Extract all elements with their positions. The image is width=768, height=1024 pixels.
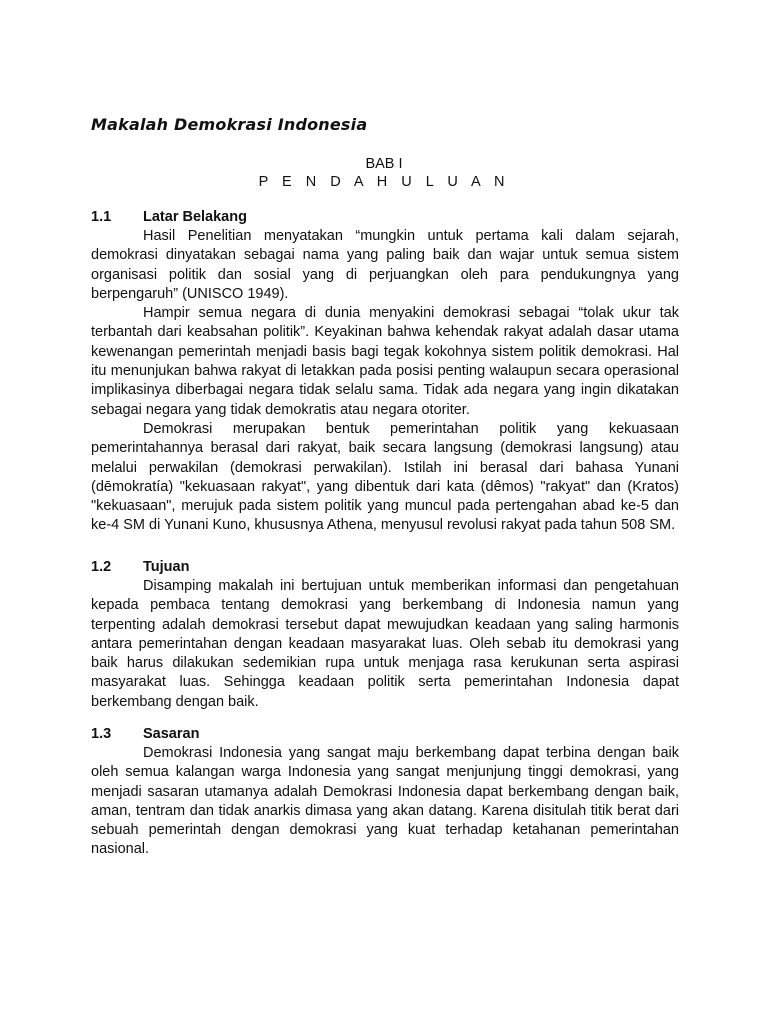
paragraph: Hampir semua negara di dunia menyakini demokrasi sebagai “tolak ukur tak terbantah dari keabsahan politik”. Keyakinan bahwa kehendak rakyat adalah dasar utama kewenangan pemerintah menjadi basis bagi tegak kokohnya sistem politik demokrasi. Hal itu menunjukan bahwa rakyat di letakkan pada posisi penting walaupun secara operasional implikasinya diberbagai negara tidak selalu sama. Tidak ada negara yang ingin dikatakan sebagai negara yang tidak demokratis atau negara otoriter. bbox=[91, 305, 679, 418]
paragraph: Hasil Penelitian menyatakan “mungkin untuk pertama kali dalam sejarah, demokrasi dinyatakan sebagai nama yang paling baik dan wajar untuk semua sistem organisasi politik dan sosial yang di perjuangkan oleh para pendukungnya yang berpengaruh” (UNISCO 1949). bbox=[91, 228, 679, 302]
section-heading-text: Latar Belakang bbox=[143, 209, 247, 225]
section-tujuan bbox=[91, 557, 679, 712]
section-sasaran bbox=[91, 724, 679, 860]
section-number: 1.3 bbox=[91, 726, 112, 742]
section-heading-text: Sasaran bbox=[143, 726, 200, 742]
section-heading bbox=[91, 724, 679, 744]
chapter-number: BAB I bbox=[365, 156, 403, 172]
section-heading bbox=[91, 557, 679, 577]
section-latar-belakang bbox=[91, 207, 679, 536]
section-number: 1.2 bbox=[91, 559, 112, 575]
paragraph: Disamping makalah ini bertujuan untuk memberikan informasi dan pengetahuan kepada pembaca tentang demokrasi yang berkembang di Indonesia namun yang terpenting adalah demokrasi tersebut dapat mewujudkan keadaan yang saling harmonis antara pemerintahan dengan keadaan masyarakat luas. Oleh sebab itu demokrasi yang baik harus dilakukan sedemikian rupa untuk menjaga rasa kerukunan serta aspirasi masyarakat luas. Sehingga keadaan politik serta pemerintahan Indonesia dapat berkembang dengan baik. bbox=[91, 578, 679, 710]
section-heading-text: Tujuan bbox=[143, 559, 190, 575]
paragraph: Demokrasi merupakan bentuk pemerintahan politik yang kekuasaan pemerintahannya berasal dari rakyat, baik secara langsung (demokrasi langsung) atau melalui perwakilan (demokrasi perwakilan). Istilah ini berasal dari bahasa Yunani (dēmokratía) "kekuasaan rakyat", yang dibentuk dari kata (dêmos) "rakyat" dan (Kratos) "kekuasaan", merujuk pada sistem politik yang muncul pada pertengahan abad ke-5 dan ke-4 SM di Yunani Kuno, khususnya Athena, menyusul revolusi rakyat pada tahun 508 SM. bbox=[91, 420, 679, 534]
section-number: 1.1 bbox=[91, 209, 112, 225]
document-title: Makalah Demokrasi Indonesia bbox=[91, 115, 368, 134]
chapter-title: P E N D A H U L U A N bbox=[258, 174, 510, 190]
section-heading bbox=[91, 207, 679, 227]
paragraph: Demokrasi Indonesia yang sangat maju berkembang dapat terbina dengan baik oleh semua kalangan warga Indonesia yang sangat menjunjung tinggi demokrasi, yang menjadi sasaran utamanya adalah Demokrasi Indonesia dapat berkembang dengan baik, aman, tentram dan tidak anarkis dimasa yang akan datang. Karena disitulah titik berat dari sebuah pemerintah dengan demokrasi yang kuat terhadap ketahanan pemerintahan nasional. bbox=[91, 745, 679, 858]
